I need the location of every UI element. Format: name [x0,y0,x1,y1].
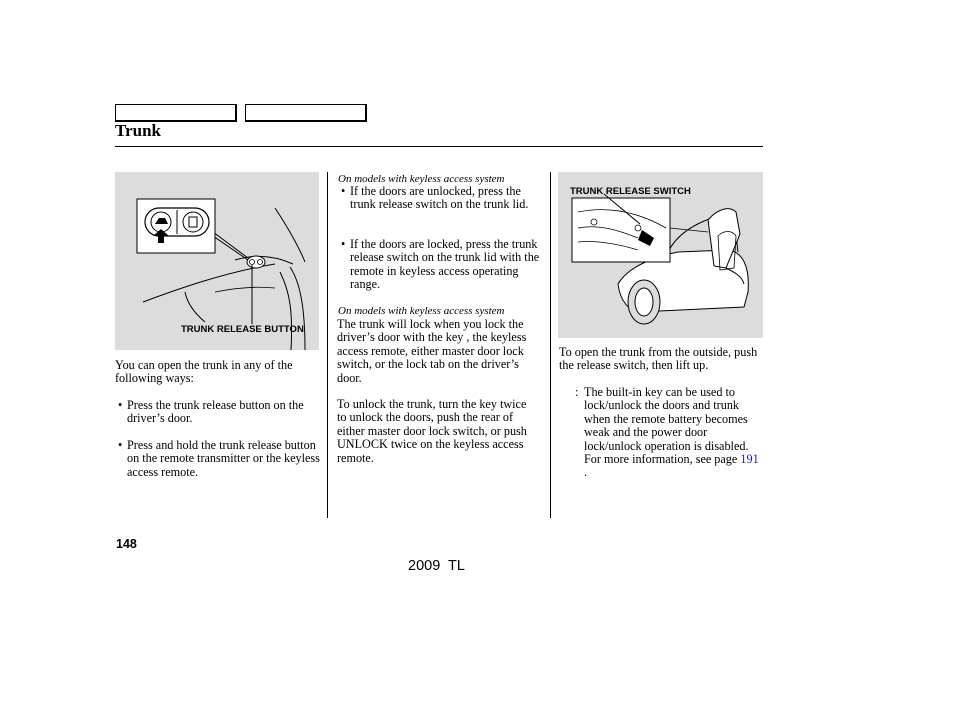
col2-heading-2: On models with keyless access system [338,305,505,317]
col2-bullet-2-text: If the doors are locked, press the trunk release switch on the trunk lid with the remote in keyless access operating range. [350,237,540,292]
col1-bullet-1-text: Press the trunk release button on the driver’s door. [127,398,304,426]
col1-bullet-2 [115,439,323,479]
col2-bullet-1 [338,185,546,212]
col1-bullet-2-text: Press and hold the trunk release button on the remote transmitter or the keyless access remote. [127,438,320,479]
col3-note-text: The built-in key can be used to lock/unlock the doors and trunk when the remote battery becomes weak and the power door lock/unlock operation is disabled. For more information, see page [584,385,749,467]
trunk-release-button-figure [115,172,319,350]
trunk-release-switch-figure [558,172,763,338]
bullet-dot: • [341,237,346,251]
col2-para-2: To unlock the trunk, turn the key twice to unlock the doors, push the rear of either master door lock switch, or push UNLOCK twice on the keyless access remote. [337,397,527,465]
col1-bullet-1 [115,399,323,426]
trunk-release-button-label: TRUNK RELEASE BUTTON [181,324,304,335]
column-divider-1 [327,172,328,518]
bullet-dot: • [118,438,123,452]
model-footer: 2009 TL [408,558,465,574]
col1-intro: You can open the trunk in any of the following ways: [115,358,293,386]
page-title: Trunk [115,121,161,140]
bullet-dot: • [118,398,123,412]
header-tab-1 [115,104,237,122]
col3-para-1: To open the trunk from the outside, push the release switch, then lift up. [559,345,758,373]
trunk-release-switch-label: TRUNK RELEASE SWITCH [570,186,691,197]
col2-bullet-1-text: If the doors are unlocked, press the trunk release switch on the trunk lid. [350,184,529,212]
bullet-dot: • [341,184,346,198]
col3-note-colon: : [575,385,579,399]
page-191-link[interactable]: 191 [740,452,759,467]
header-tab-2 [245,104,367,122]
col2-heading-1: On models with keyless access system [338,173,505,185]
page-number: 148 [116,537,137,551]
col3-note [584,386,764,480]
col3-note-end: . [584,465,588,480]
col2-bullet-2 [338,238,546,292]
col2-para-1: The trunk will lock when you lock the driver’s door with the key , the keyless access remote, either master door lock switch, or the lock tab on the driver’s door. [337,317,527,385]
column-divider-2 [550,172,551,518]
title-rule [115,146,763,147]
car-rear-illustration [558,172,763,338]
